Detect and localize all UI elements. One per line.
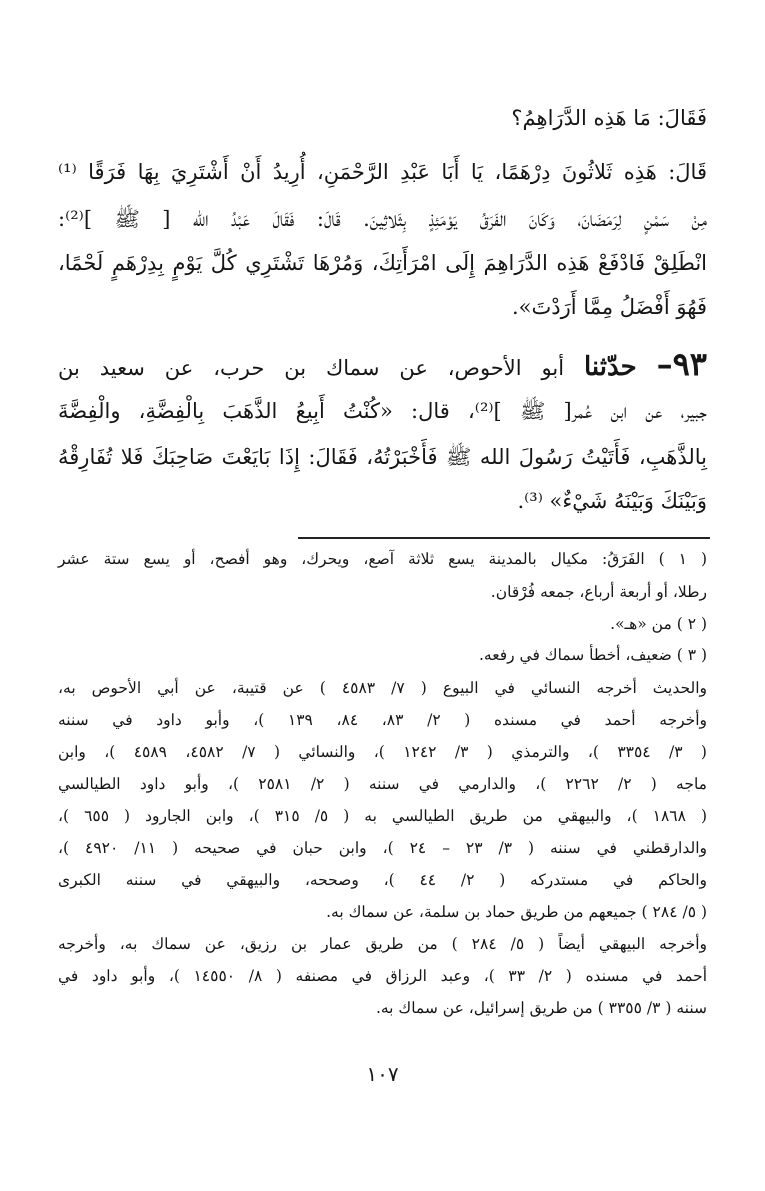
text-line-2: قَالَ: هَذِه ثَلاثُونَ دِرْهَمًا، يَا أَبَا عَبْدِ الرَّحْمَنِ، أُرِيدُ أَنْ أَشْتَرِيَ بِهَا فَرَقًا ⁽¹⁾ (58, 160, 707, 184)
text-line-4: انْطَلِقْ فَادْفَعْ هَذِه الدَّرَاهِمَ إِلَى امْرَأَتِكَ، وَمُرْهَا تَشْتَرِي كُلَّ يَوْمٍ بِدِرْهَمٍ لَحْمًا، (58, 251, 707, 275)
footnote-separator (298, 537, 710, 539)
footnote-3-line-6: والدارقطني في سننه ( ٣/ ٢٣ – ٢٤ )، وابن حبان في صحيحه ( ١١/ ٤٩٢٠ )، (58, 839, 708, 857)
footnote-3-line-5: ( ١٨٦٨ )، والبيهقي من طريق الطيالسي به ( ٥/ ٣١٥ )، وابن الجارود ( ٦٥٥ )، (58, 807, 707, 825)
haddathana-keyword: حدّثنا (583, 352, 637, 382)
footnote-3-line-10: أحمد في مسنده ( ٢/ ٣٣ )، وعبد الرزاق في مصنفه ( ٨/ ١٤٥٥٠ )، وأبو داود في (58, 967, 708, 985)
text-line-5: فَهُوَ أَفْضَلُ مِمَّا أَرَدْتَ». (512, 295, 707, 319)
text-line-9: وَبَيْنَكَ وَبَيْنَهُ شَيْءٌ» ⁽³⁾. (517, 489, 707, 513)
footnote-1-cont: رطلا، أو أربعة أرباع، جمعه فُرْقان. (490, 583, 707, 601)
footnote-3-line-7: والحاكم في مستدركه ( ٢/ ٤٤ )، وصححه، والبيهقي في سننه الكبرى (58, 871, 708, 889)
hadith-93-heading-line (58, 345, 707, 383)
footnote-3-line-9: وأخرجه البيهقي أيضاً ( ٥/ ٢٨٤ ) من طريق عمار بن رزيق، عن سماك به، وأخرجه (58, 935, 708, 953)
text-line-7: جبير، عن ابن عُمر[ ﷺ ]⁽²⁾، قال: «كُنْتُ أَبِيعُ الذَّهَبَ بِالْفِضَّةِ، والْفِضَّةَ (58, 399, 708, 423)
footnote-3-line-4: ماجه ( ٢/ ٢٢٦٢ )، والدارمي في سننه ( ٢/ ٢٥٨١ )، وأبو داود الطيالسي (58, 775, 707, 793)
footnote-1: ( ١ ) الفَرَقُ: مكيال بالمدينة يسع ثلاثة آصع، ويحرك، وهو أفصح، أو يسع ستة عشر (58, 550, 707, 568)
footnote-3: ( ٣ ) ضعيف، أخطأ سماك في رفعه. (479, 646, 707, 664)
footnote-3-line-1: والحديث أخرجه النسائي في البيوع ( ٧/ ٤٥٨٣ ) عن قتيبة، عن أبي الأحوص به، (58, 679, 707, 697)
hadith-number: ٩٣– (656, 345, 707, 383)
hadith-93-chain: أبو الأحوص، عن سماك بن حرب، عن سعيد بن (58, 356, 565, 380)
footnote-3-line-11: سننه ( ٣/ ٣٣٥٥ ) من طريق إسرائيل، عن سماك به. (375, 999, 707, 1017)
page-number: ١٠٧ (366, 1062, 399, 1086)
footnote-2: ( ٢ ) من «هـ». (610, 615, 707, 633)
text-line-8: بِالذَّهَبِ، فَأَتَيْتُ رَسُولَ الله ﷺ فَأَخْبَرْتُهُ، فَقَالَ: إِذَا بَايَعْتَ صَاحِبَكَ فَلا تُفَارِقْهُ (58, 445, 707, 469)
footnote-3-line-3: ( ٣/ ٣٣٥٤ )، والترمذي ( ٣/ ١٢٤٢ )، والنسائي ( ٧/ ٤٥٨٢، ٤٥٨٩ )، وابن (58, 743, 707, 761)
footnote-3-line-2: وأخرجه أحمد في مسنده ( ٢/ ٨٣، ٨٤، ١٣٩ )، وأبو داود في سننه (58, 711, 708, 729)
footnote-3-line-8: ( ٥/ ٢٨٤ ) جميعهم من طريق حماد بن سلمة، عن سماك به. (326, 903, 707, 921)
text-line-1: فَقَالَ: مَا هَذِه الدَّرَاهِمُ؟ (511, 106, 707, 130)
text-line-3: مِنْ سَمْنٍ لِرَمَضَانَ، وَكَانَ الفَرَقُ يَوْمَئِذٍ بِثَلاثِينَ. قَالَ: فَقَالَ عَبْدُ الله [ ﷺ ]⁽²⁾: (58, 207, 707, 231)
